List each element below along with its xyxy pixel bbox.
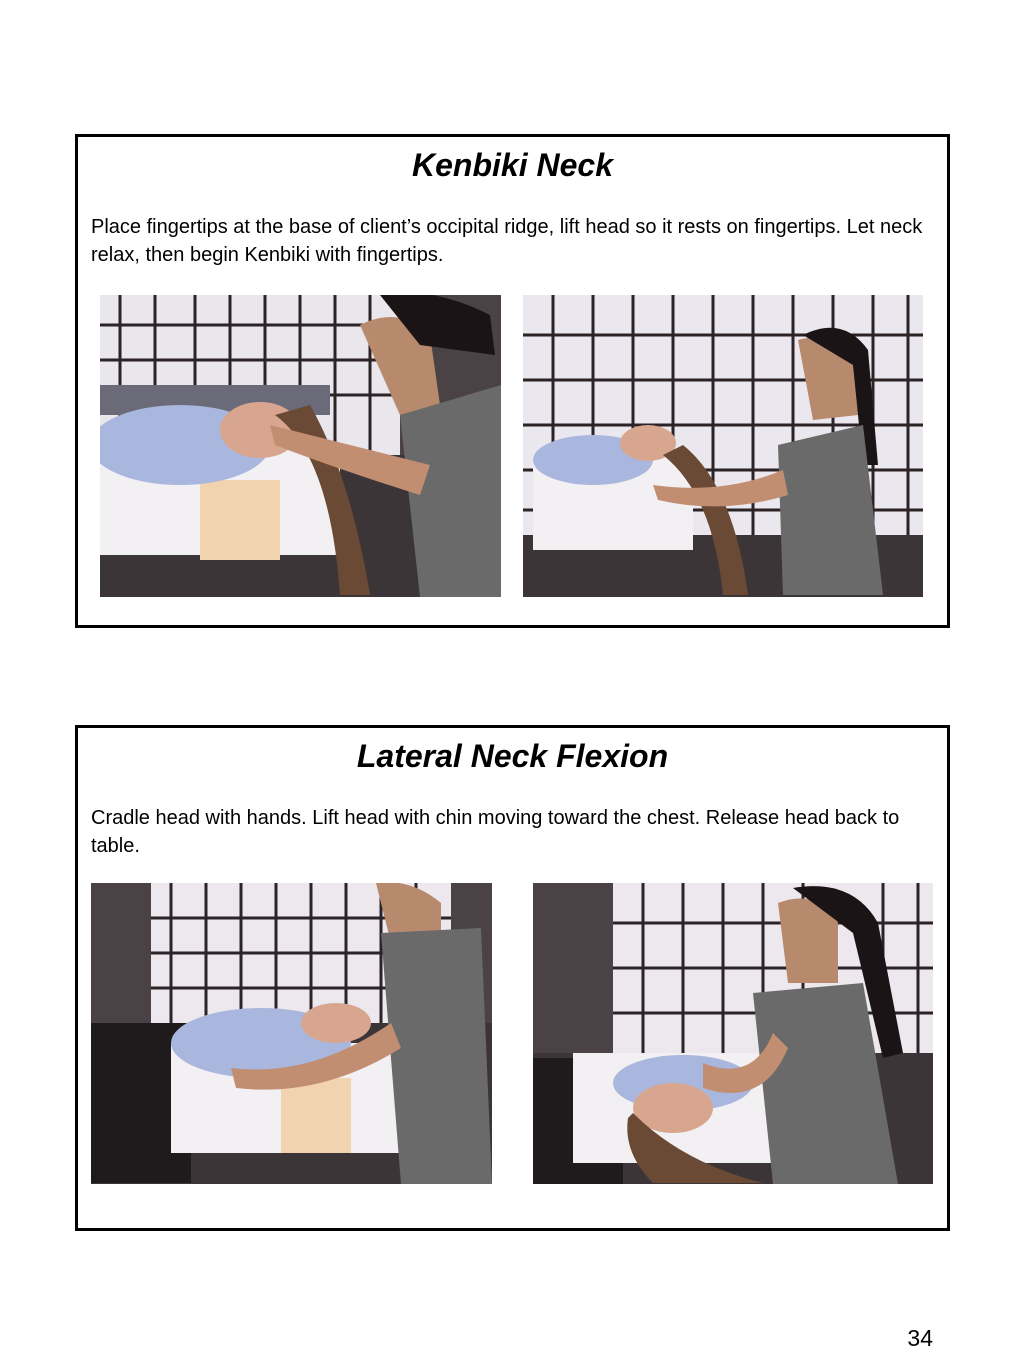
photo-lateral-flexion-2 [533, 883, 933, 1184]
section-description: Cradle head with hands. Lift head with chin moving toward the chest. Release head back to table. [91, 807, 900, 857]
kenbiki-neck-section [75, 134, 950, 628]
section-description: Place fingertips at the base of client’s occipital ridge, lift head so it rests on fingertips. Let neck relax, then begin Kenbiki with fingertips. [91, 216, 923, 266]
section-title: Lateral Neck Flexion [356, 738, 669, 774]
photo-kenbiki-1 [100, 295, 501, 597]
lateral-neck-flexion-section [75, 725, 950, 1231]
photo-lateral-flexion-1 [91, 883, 492, 1184]
photo-kenbiki-2 [523, 295, 923, 597]
page-number: 34 [907, 1325, 933, 1351]
section-title: Kenbiki Neck [412, 147, 613, 183]
